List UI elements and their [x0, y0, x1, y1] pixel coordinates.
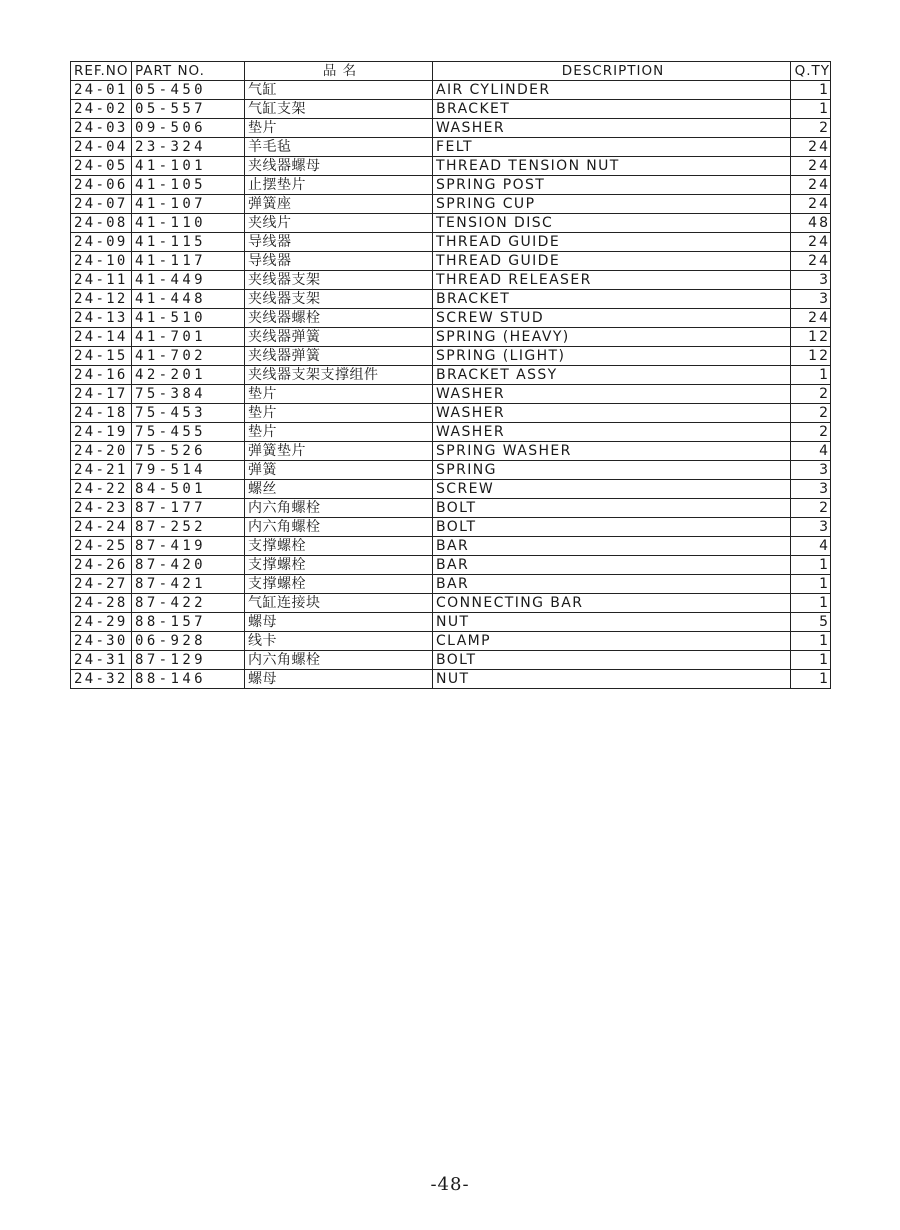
quantity-cell: 1 — [791, 556, 831, 575]
ref-no-cell: 24-25 — [71, 537, 132, 556]
ref-no-cell: 24-08 — [71, 214, 132, 233]
ref-no-cell: 24-21 — [71, 461, 132, 480]
part-no-cell: 87-419 — [132, 537, 245, 556]
table-row — [71, 442, 831, 461]
table-row — [71, 499, 831, 518]
table-row — [71, 556, 831, 575]
description-cell: NUT — [433, 613, 791, 632]
quantity-cell: 1 — [791, 632, 831, 651]
ref-no-cell: 24-07 — [71, 195, 132, 214]
part-name-cell: 垫片 — [245, 423, 433, 442]
part-no-cell: 09-506 — [132, 119, 245, 138]
quantity-cell: 24 — [791, 233, 831, 252]
ref-no-cell: 24-01 — [71, 81, 132, 100]
quantity-cell: 1 — [791, 594, 831, 613]
table-row — [71, 613, 831, 632]
header-ref-no: REF.NO — [71, 62, 132, 81]
description-cell: BAR — [433, 556, 791, 575]
description-cell: BRACKET — [433, 100, 791, 119]
header-quantity: Q.TY — [791, 62, 831, 81]
header-description: DESCRIPTION — [433, 62, 791, 81]
description-cell: BOLT — [433, 518, 791, 537]
ref-no-cell: 24-03 — [71, 119, 132, 138]
part-name-cell: 垫片 — [245, 119, 433, 138]
description-cell: AIR CYLINDER — [433, 81, 791, 100]
part-name-cell: 止摆垫片 — [245, 176, 433, 195]
ref-no-cell: 24-20 — [71, 442, 132, 461]
table-row — [71, 214, 831, 233]
table-row — [71, 575, 831, 594]
table-row — [71, 176, 831, 195]
quantity-cell: 24 — [791, 157, 831, 176]
part-name-cell: 夹线器螺母 — [245, 157, 433, 176]
ref-no-cell: 24-17 — [71, 385, 132, 404]
table-row — [71, 594, 831, 613]
description-cell: BRACKET ASSY — [433, 366, 791, 385]
table-row — [71, 271, 831, 290]
description-cell: SPRING (LIGHT) — [433, 347, 791, 366]
quantity-cell: 3 — [791, 290, 831, 309]
part-name-cell: 螺母 — [245, 670, 433, 689]
quantity-cell: 2 — [791, 499, 831, 518]
quantity-cell: 1 — [791, 366, 831, 385]
ref-no-cell: 24-02 — [71, 100, 132, 119]
part-no-cell: 41-702 — [132, 347, 245, 366]
ref-no-cell: 24-14 — [71, 328, 132, 347]
quantity-cell: 1 — [791, 575, 831, 594]
ref-no-cell: 24-05 — [71, 157, 132, 176]
description-cell: SPRING POST — [433, 176, 791, 195]
part-no-cell: 06-928 — [132, 632, 245, 651]
quantity-cell: 1 — [791, 670, 831, 689]
quantity-cell: 4 — [791, 442, 831, 461]
ref-no-cell: 24-26 — [71, 556, 132, 575]
description-cell: BOLT — [433, 651, 791, 670]
part-name-cell: 支撑螺栓 — [245, 575, 433, 594]
description-cell: WASHER — [433, 423, 791, 442]
part-name-cell: 内六角螺栓 — [245, 651, 433, 670]
part-no-cell: 75-455 — [132, 423, 245, 442]
part-name-cell: 垫片 — [245, 404, 433, 423]
part-name-cell: 螺母 — [245, 613, 433, 632]
ref-no-cell: 24-09 — [71, 233, 132, 252]
part-no-cell: 87-129 — [132, 651, 245, 670]
ref-no-cell: 24-12 — [71, 290, 132, 309]
part-no-cell: 23-324 — [132, 138, 245, 157]
quantity-cell: 1 — [791, 100, 831, 119]
part-no-cell: 75-384 — [132, 385, 245, 404]
ref-no-cell: 24-13 — [71, 309, 132, 328]
ref-no-cell: 24-10 — [71, 252, 132, 271]
description-cell: SCREW STUD — [433, 309, 791, 328]
part-no-cell: 41-115 — [132, 233, 245, 252]
table-row — [71, 537, 831, 556]
part-no-cell: 84-501 — [132, 480, 245, 499]
quantity-cell: 1 — [791, 651, 831, 670]
ref-no-cell: 24-04 — [71, 138, 132, 157]
table-header-row — [71, 62, 831, 81]
table-row — [71, 157, 831, 176]
part-no-cell: 87-422 — [132, 594, 245, 613]
description-cell: THREAD GUIDE — [433, 252, 791, 271]
part-no-cell: 05-557 — [132, 100, 245, 119]
table-row — [71, 632, 831, 651]
table-row — [71, 480, 831, 499]
part-no-cell: 88-146 — [132, 670, 245, 689]
table-row — [71, 309, 831, 328]
table-row — [71, 404, 831, 423]
table-body — [71, 81, 831, 689]
quantity-cell: 24 — [791, 176, 831, 195]
table-row — [71, 233, 831, 252]
part-no-cell: 75-453 — [132, 404, 245, 423]
part-name-cell: 夹线器支架 — [245, 271, 433, 290]
part-name-cell: 夹线器支架 — [245, 290, 433, 309]
part-no-cell: 41-448 — [132, 290, 245, 309]
description-cell: SPRING WASHER — [433, 442, 791, 461]
description-cell: WASHER — [433, 385, 791, 404]
ref-no-cell: 24-16 — [71, 366, 132, 385]
quantity-cell: 12 — [791, 347, 831, 366]
part-no-cell: 88-157 — [132, 613, 245, 632]
quantity-cell: 48 — [791, 214, 831, 233]
quantity-cell: 4 — [791, 537, 831, 556]
ref-no-cell: 24-15 — [71, 347, 132, 366]
part-no-cell: 41-107 — [132, 195, 245, 214]
table-row — [71, 347, 831, 366]
description-cell: SPRING (HEAVY) — [433, 328, 791, 347]
description-cell: THREAD RELEASER — [433, 271, 791, 290]
part-no-cell: 79-514 — [132, 461, 245, 480]
part-no-cell: 41-101 — [132, 157, 245, 176]
quantity-cell: 3 — [791, 461, 831, 480]
part-name-cell: 气缸 — [245, 81, 433, 100]
table-row — [71, 461, 831, 480]
part-name-cell: 支撑螺栓 — [245, 556, 433, 575]
description-cell: BAR — [433, 575, 791, 594]
table-row — [71, 670, 831, 689]
part-name-cell: 弹簧 — [245, 461, 433, 480]
ref-no-cell: 24-18 — [71, 404, 132, 423]
header-part-name: 品 名 — [245, 62, 433, 81]
description-cell: BOLT — [433, 499, 791, 518]
part-name-cell: 垫片 — [245, 385, 433, 404]
parts-table — [70, 61, 831, 689]
header-part-no: PART NO. — [132, 62, 245, 81]
part-no-cell: 41-117 — [132, 252, 245, 271]
part-name-cell: 夹线片 — [245, 214, 433, 233]
part-name-cell: 内六角螺栓 — [245, 518, 433, 537]
quantity-cell: 5 — [791, 613, 831, 632]
ref-no-cell: 24-22 — [71, 480, 132, 499]
table-row — [71, 252, 831, 271]
part-no-cell: 41-105 — [132, 176, 245, 195]
table-row — [71, 366, 831, 385]
table-row — [71, 119, 831, 138]
description-cell: TENSION DISC — [433, 214, 791, 233]
part-no-cell: 75-526 — [132, 442, 245, 461]
part-name-cell: 夹线器弹簧 — [245, 347, 433, 366]
part-no-cell: 05-450 — [132, 81, 245, 100]
description-cell: THREAD GUIDE — [433, 233, 791, 252]
table-row — [71, 328, 831, 347]
table-row — [71, 423, 831, 442]
description-cell: THREAD TENSION NUT — [433, 157, 791, 176]
ref-no-cell: 24-06 — [71, 176, 132, 195]
description-cell: NUT — [433, 670, 791, 689]
table-row — [71, 195, 831, 214]
quantity-cell: 24 — [791, 309, 831, 328]
description-cell: BRACKET — [433, 290, 791, 309]
part-name-cell: 气缸支架 — [245, 100, 433, 119]
ref-no-cell: 24-30 — [71, 632, 132, 651]
part-name-cell: 导线器 — [245, 233, 433, 252]
table-row — [71, 100, 831, 119]
ref-no-cell: 24-28 — [71, 594, 132, 613]
description-cell: CLAMP — [433, 632, 791, 651]
quantity-cell: 24 — [791, 138, 831, 157]
page-number: -48- — [430, 1174, 470, 1195]
ref-no-cell: 24-31 — [71, 651, 132, 670]
quantity-cell: 2 — [791, 385, 831, 404]
part-no-cell: 41-449 — [132, 271, 245, 290]
table-row — [71, 138, 831, 157]
quantity-cell: 3 — [791, 518, 831, 537]
part-no-cell: 42-201 — [132, 366, 245, 385]
part-name-cell: 弹簧座 — [245, 195, 433, 214]
table-row — [71, 290, 831, 309]
part-no-cell: 41-510 — [132, 309, 245, 328]
description-cell: FELT — [433, 138, 791, 157]
quantity-cell: 24 — [791, 252, 831, 271]
ref-no-cell: 24-29 — [71, 613, 132, 632]
part-name-cell: 夹线器螺栓 — [245, 309, 433, 328]
quantity-cell: 1 — [791, 81, 831, 100]
description-cell: SCREW — [433, 480, 791, 499]
quantity-cell: 2 — [791, 404, 831, 423]
description-cell: CONNECTING BAR — [433, 594, 791, 613]
part-no-cell: 87-421 — [132, 575, 245, 594]
part-no-cell: 87-177 — [132, 499, 245, 518]
quantity-cell: 24 — [791, 195, 831, 214]
part-no-cell: 87-252 — [132, 518, 245, 537]
table-row — [71, 385, 831, 404]
quantity-cell: 3 — [791, 480, 831, 499]
description-cell: WASHER — [433, 404, 791, 423]
part-no-cell: 41-110 — [132, 214, 245, 233]
part-no-cell: 41-701 — [132, 328, 245, 347]
description-cell: BAR — [433, 537, 791, 556]
description-cell: WASHER — [433, 119, 791, 138]
table-row — [71, 651, 831, 670]
ref-no-cell: 24-23 — [71, 499, 132, 518]
part-name-cell: 螺丝 — [245, 480, 433, 499]
quantity-cell: 12 — [791, 328, 831, 347]
quantity-cell: 2 — [791, 423, 831, 442]
ref-no-cell: 24-19 — [71, 423, 132, 442]
part-name-cell: 羊毛毡 — [245, 138, 433, 157]
part-name-cell: 支撑螺栓 — [245, 537, 433, 556]
quantity-cell: 3 — [791, 271, 831, 290]
table-row — [71, 81, 831, 100]
part-name-cell: 弹簧垫片 — [245, 442, 433, 461]
ref-no-cell: 24-32 — [71, 670, 132, 689]
description-cell: SPRING — [433, 461, 791, 480]
ref-no-cell: 24-27 — [71, 575, 132, 594]
part-name-cell: 夹线器支架支撑组件 — [245, 366, 433, 385]
ref-no-cell: 24-24 — [71, 518, 132, 537]
description-cell: SPRING CUP — [433, 195, 791, 214]
part-name-cell: 内六角螺栓 — [245, 499, 433, 518]
ref-no-cell: 24-11 — [71, 271, 132, 290]
part-name-cell: 线卡 — [245, 632, 433, 651]
table-row — [71, 518, 831, 537]
part-no-cell: 87-420 — [132, 556, 245, 575]
part-name-cell: 导线器 — [245, 252, 433, 271]
quantity-cell: 2 — [791, 119, 831, 138]
part-name-cell: 气缸连接块 — [245, 594, 433, 613]
part-name-cell: 夹线器弹簧 — [245, 328, 433, 347]
